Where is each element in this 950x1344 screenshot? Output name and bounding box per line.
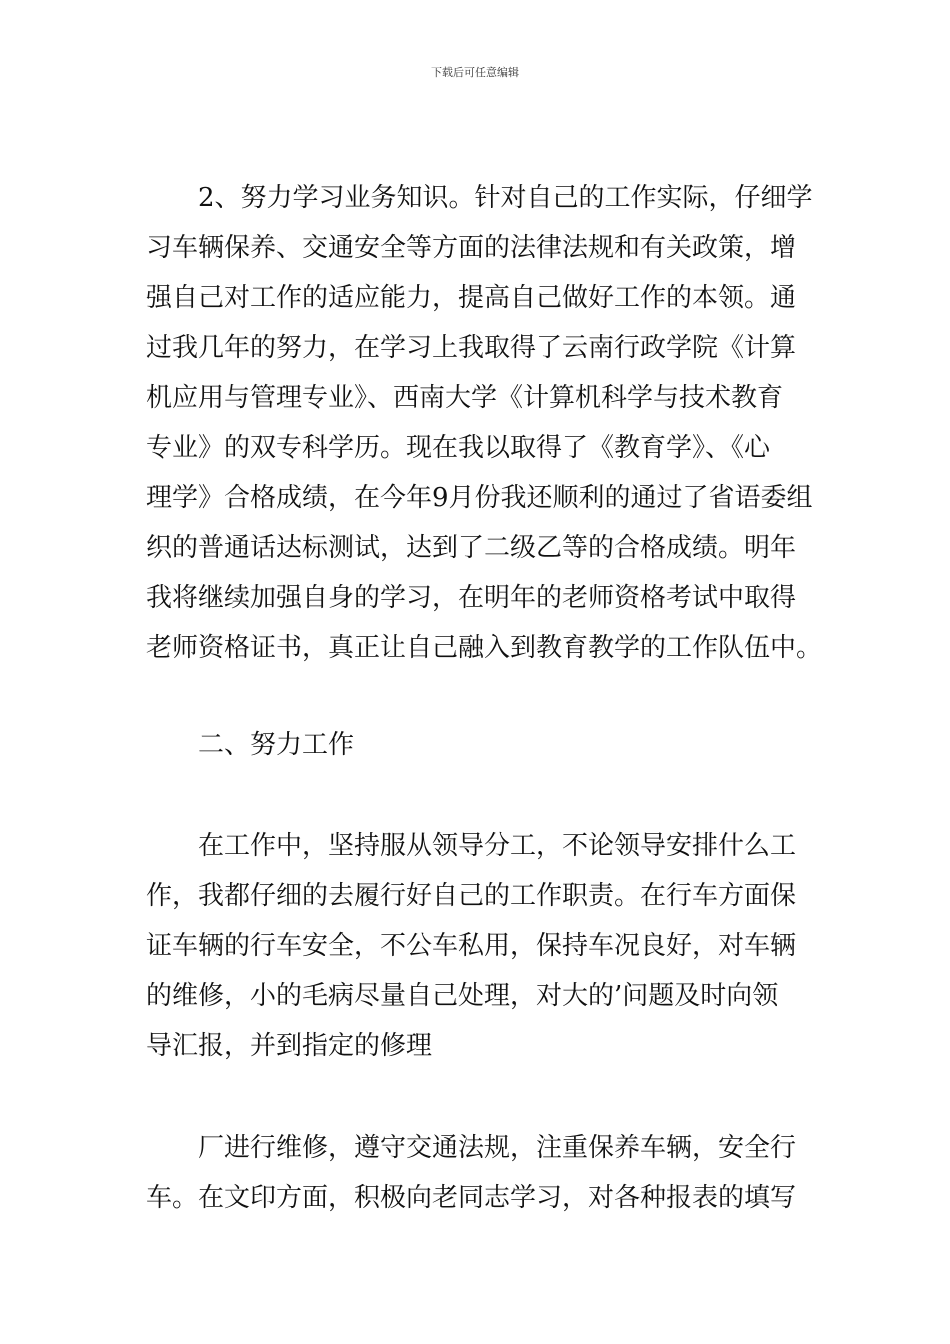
text-line: 导汇报，并到指定的修理 [146, 1031, 433, 1061]
text-line: 老师资格证书，真正让自己融入到教育教学的工作队伍中。 [146, 633, 823, 663]
text-line: 厂进行维修，遵守交通法规，注重保养车辆，安全行 [198, 1133, 797, 1163]
text-line: 我将继续加强自身的学习，在明年的老师资格考试中取得 [146, 583, 797, 613]
text-line: 作，我都仔细的去履行好自己的工作职责。在行车方面保 [146, 881, 797, 911]
page-header: 下载后可任意编辑 [431, 66, 519, 79]
text-line: 证车辆的行车安全，不公车私用，保持车况良好，对车辆 [146, 931, 797, 961]
text-line: 2、努力学习业务知识。针对自己的工作实际，仔细学 [198, 183, 813, 213]
text-line: 机应用与管理专业》、西南大学《计算机科学与技术教育 [146, 383, 784, 413]
text-line: 车。在文印方面，积极向老同志学习，对各种报表的填写 [146, 1183, 797, 1213]
text-line: 理学》合格成绩，在今年9月份我还顺利的通过了省语委组 [146, 483, 813, 513]
heading-text: 二、努力工作 [198, 730, 355, 760]
text-line: 在工作中，坚持服从领导分工，不论领导安排什么工 [198, 831, 797, 861]
text-line: 织的普通话达标测试，达到了二级乙等的合格成绩。明年 [146, 533, 797, 563]
text-line: 习车辆保养、交通安全等方面的法律法规和有关政策，增 [146, 233, 797, 263]
text-line: 过我几年的努力，在学习上我取得了云南行政学院《计算 [146, 333, 797, 363]
text-line: 的维修，小的毛病尽量自己处理，对大的’问题及时向领 [146, 981, 779, 1011]
text-line: 强自己对工作的适应能力，提高自己做好工作的本领。通 [146, 283, 797, 313]
text-line: 专业》的双专科学历。现在我以取得了《教育学》、《心 [146, 433, 771, 463]
